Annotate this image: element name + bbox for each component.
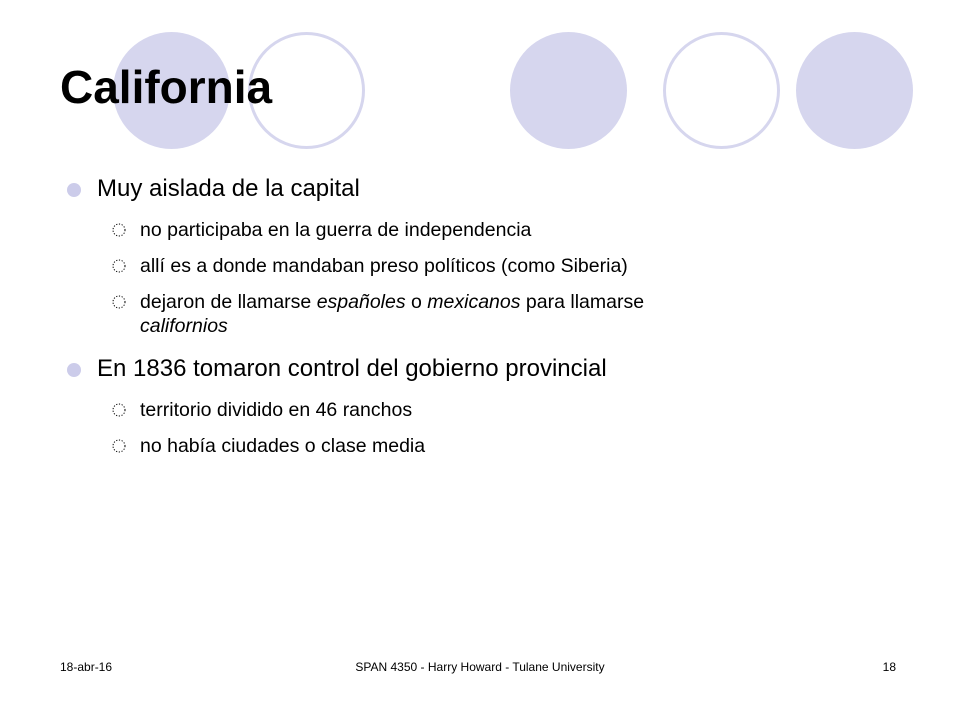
sub-bullet-item xyxy=(60,434,920,458)
italic-term: mexicanos xyxy=(427,291,521,313)
text-run: dejaron de llamarse xyxy=(140,291,317,313)
sub-bullet-item xyxy=(60,290,920,338)
sub-bullet-text: no había ciudades o clase media xyxy=(140,435,426,457)
sub-bullet-text xyxy=(140,291,644,337)
sub-bullet-item xyxy=(60,254,920,278)
dotted-circle-bullet-icon xyxy=(111,258,127,274)
sub-bullet-item xyxy=(60,398,920,422)
bullet-item xyxy=(60,352,920,386)
bullet-item xyxy=(60,172,920,206)
footer-course: SPAN 4350 - Harry Howard - Tulane University xyxy=(355,660,605,674)
sub-bullet-text: allí es a donde mandaban preso políticos (como Siberia) xyxy=(140,255,628,277)
italic-term: californios xyxy=(140,315,228,337)
decor-circle-filled xyxy=(510,32,627,149)
italic-term: españoles xyxy=(316,291,406,313)
filled-circle-bullet-icon xyxy=(67,183,81,197)
slide-title: California xyxy=(60,61,273,113)
text-run: o xyxy=(405,291,428,313)
page-number: 18 xyxy=(882,660,896,674)
dotted-circle-bullet-icon xyxy=(111,402,127,418)
decor-circle-filled xyxy=(796,32,913,149)
bullet-text: En 1836 tomaron control del gobierno provincial xyxy=(97,355,607,382)
filled-circle-bullet-icon xyxy=(67,363,81,377)
dotted-circle-bullet-icon xyxy=(111,294,127,310)
sub-bullet-item xyxy=(60,218,920,242)
dotted-circle-bullet-icon xyxy=(111,438,127,454)
text-run: para llamarse xyxy=(520,291,645,313)
sub-bullet-text: no participaba en la guerra de independencia xyxy=(140,219,532,241)
sub-bullet-text: territorio dividido en 46 ranchos xyxy=(140,399,413,421)
slide-content xyxy=(60,172,920,458)
footer-date: 18-abr-16 xyxy=(60,660,113,674)
decor-circle-outline xyxy=(663,32,780,149)
dotted-circle-bullet-icon xyxy=(111,222,127,238)
bullet-text: Muy aislada de la capital xyxy=(97,175,360,202)
